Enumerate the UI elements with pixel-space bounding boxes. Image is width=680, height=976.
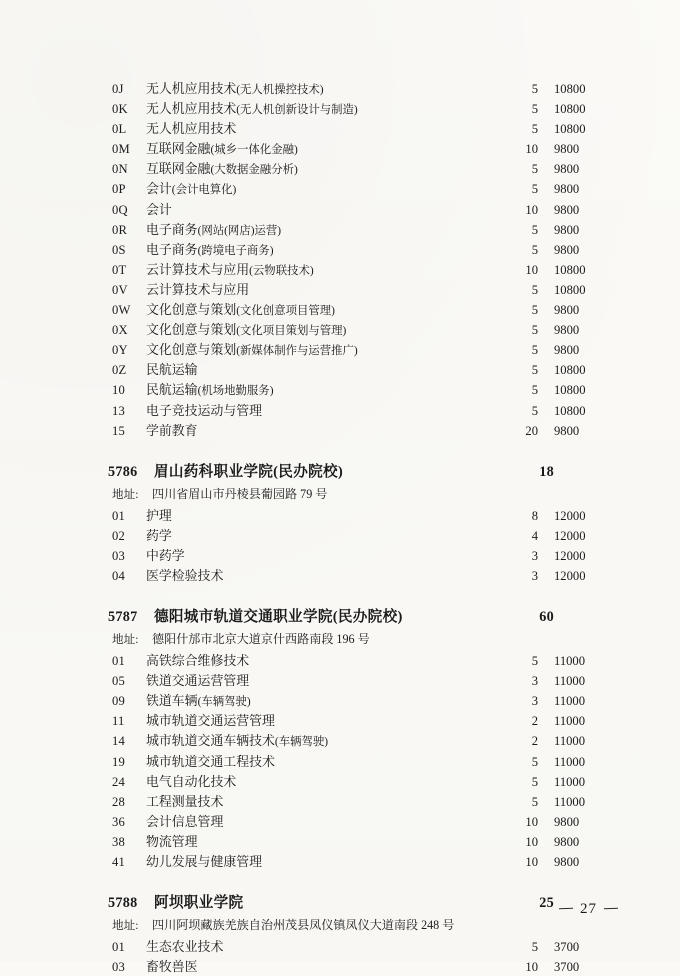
major-code: 0X — [112, 323, 128, 338]
major-code: 19 — [112, 754, 125, 769]
major-plan-count: 8 — [531, 508, 538, 523]
major-plan-count: 10 — [525, 960, 538, 975]
major-tuition-fee: 11000 — [554, 654, 586, 669]
major-name: 电子商务 — [146, 222, 198, 237]
school-block — [108, 891, 620, 976]
major-plan-count: 10 — [525, 202, 538, 217]
major-name: 生态农业技术 — [146, 940, 224, 955]
major-plan-count: 3 — [531, 568, 538, 583]
major-plan-count: 5 — [531, 383, 538, 398]
table-row — [108, 279, 620, 299]
table-row — [108, 400, 620, 420]
school-major-table — [108, 936, 620, 976]
major-code: 0Q — [112, 202, 128, 217]
table-row — [108, 751, 620, 771]
major-plan-count: 5 — [531, 774, 538, 789]
major-tuition-fee: 10800 — [554, 403, 586, 418]
major-name-cell — [146, 98, 492, 118]
major-code: 10 — [112, 383, 125, 398]
major-code: 01 — [112, 508, 125, 523]
table-row — [108, 98, 620, 118]
major-name-cell — [146, 670, 492, 690]
major-name-note: (文化项目策划与管理) — [236, 325, 347, 338]
major-name: 幼儿发展与健康管理 — [146, 855, 263, 869]
table-row — [108, 771, 620, 791]
major-tuition-fee: 11000 — [554, 674, 586, 689]
major-name-note: (无人机操控技术) — [236, 84, 324, 96]
table-row — [108, 78, 620, 98]
major-code: 05 — [112, 674, 125, 689]
school-list — [108, 460, 620, 976]
major-plan-count: 10 — [525, 142, 538, 157]
major-tuition-fee: 9800 — [554, 202, 580, 217]
table-row — [108, 851, 620, 871]
major-name-cell — [146, 525, 492, 545]
major-code: 0Z — [112, 363, 127, 378]
major-name: 学前教育 — [146, 423, 198, 438]
major-code: 11 — [112, 714, 125, 729]
major-code: 0K — [112, 102, 128, 117]
table-row — [108, 219, 620, 239]
table-row — [108, 811, 620, 831]
major-name: 护理 — [146, 508, 172, 523]
major-plan-count: 5 — [531, 162, 538, 177]
school-address: 四川阿坝藏族羌族自治州茂县凤仪镇凤仪大道南段 248 号 — [152, 918, 455, 933]
major-name-cell — [146, 936, 492, 956]
major-name: 铁道交通运营管理 — [146, 674, 250, 689]
major-name-cell — [146, 319, 492, 339]
table-row — [108, 831, 620, 851]
major-name-cell — [146, 730, 492, 750]
major-plan-count: 20 — [525, 423, 538, 438]
table-row — [108, 118, 620, 138]
major-tuition-fee: 10800 — [554, 282, 586, 297]
major-plan-count: 5 — [531, 940, 538, 955]
table-row — [108, 545, 620, 565]
major-name: 电子商务 — [146, 242, 198, 257]
major-name: 城市轨道交通工程技术 — [146, 754, 275, 769]
major-name: 民航运输 — [146, 383, 198, 398]
major-tuition-fee: 9800 — [554, 162, 580, 177]
major-name-cell — [146, 851, 492, 871]
major-code: 38 — [112, 834, 125, 849]
major-code: 0N — [112, 162, 128, 177]
major-name-cell — [146, 791, 492, 811]
table-row — [108, 178, 620, 198]
table-row — [108, 791, 620, 811]
address-label: 地址: — [112, 633, 139, 647]
major-name-cell — [146, 78, 492, 98]
major-code: 0S — [112, 242, 126, 257]
major-name-cell — [146, 118, 492, 138]
major-name-note: (文化创意项目管理) — [236, 305, 335, 318]
major-name-cell — [146, 751, 492, 771]
major-name: 云计算技术与应用 — [146, 282, 250, 297]
major-plan-count: 10 — [525, 855, 538, 869]
major-code: 0R — [112, 222, 128, 237]
major-name-note: (大数据金融分析) — [210, 164, 298, 177]
major-tuition-fee: 11000 — [554, 754, 586, 769]
major-tuition-fee: 12000 — [554, 508, 586, 523]
school-header — [108, 460, 620, 481]
major-tuition-fee: 9800 — [554, 242, 580, 257]
major-name-note: (机场地勤服务) — [197, 385, 274, 398]
table-row — [108, 670, 620, 690]
major-plan-count: 5 — [531, 222, 538, 237]
major-plan-count: 5 — [531, 794, 538, 809]
table-row — [108, 505, 620, 525]
major-name-cell — [146, 545, 492, 565]
table-row — [108, 690, 620, 710]
major-name-cell — [146, 650, 492, 670]
major-code: 13 — [112, 403, 125, 418]
table-row — [108, 936, 620, 956]
table-row — [108, 565, 620, 585]
school-name: 眉山药科职业学院(民办院校) — [154, 463, 344, 480]
major-name: 铁道车辆 — [146, 694, 198, 709]
major-tuition-fee: 9800 — [554, 303, 580, 318]
school-address-row — [108, 485, 620, 502]
major-name-cell — [146, 138, 492, 158]
table-row — [108, 259, 620, 279]
major-code: 09 — [112, 694, 125, 709]
major-name-cell — [146, 400, 492, 420]
table-row — [108, 359, 620, 379]
table-row — [108, 299, 620, 319]
major-name-cell — [146, 339, 492, 359]
continued-major-rows — [108, 78, 620, 440]
major-name-cell — [146, 219, 492, 239]
major-name-note: (城乡一体化金融) — [210, 144, 298, 157]
major-tuition-fee: 10800 — [554, 122, 586, 137]
table-row — [108, 525, 620, 545]
table-row — [108, 199, 620, 219]
major-tuition-fee: 12000 — [554, 548, 586, 563]
major-plan-count: 10 — [525, 834, 538, 849]
major-name-note: (网站(网店)运营) — [197, 224, 282, 237]
major-code: 04 — [112, 568, 125, 583]
major-tuition-fee: 9800 — [554, 814, 580, 829]
major-plan-count: 10 — [525, 262, 538, 277]
school-major-rows — [108, 936, 620, 976]
major-code: 03 — [112, 548, 125, 563]
table-row — [108, 650, 620, 670]
major-plan-count: 5 — [531, 182, 538, 197]
major-code: 14 — [112, 734, 125, 749]
major-name-cell — [146, 359, 492, 379]
major-code: 0P — [112, 182, 126, 197]
major-tuition-fee: 3700 — [554, 940, 580, 955]
major-code: 02 — [112, 528, 125, 543]
major-tuition-fee: 9800 — [554, 182, 580, 197]
major-code: 0W — [112, 303, 131, 318]
table-row — [108, 339, 620, 359]
major-plan-count: 5 — [531, 363, 538, 378]
major-code: 24 — [112, 774, 125, 789]
major-name: 无人机应用技术 — [146, 102, 237, 117]
major-code: 41 — [112, 855, 125, 869]
major-code: 01 — [112, 940, 125, 955]
major-plan-count: 5 — [531, 654, 538, 669]
table-row — [108, 710, 620, 730]
major-code: 0Y — [112, 343, 128, 358]
major-name: 城市轨道交通车辆技术 — [146, 734, 275, 749]
footer-dash-right — [604, 908, 618, 910]
table-row — [108, 138, 620, 158]
school-block — [108, 605, 620, 871]
continued-major-table — [108, 78, 620, 440]
major-name-cell — [146, 565, 492, 585]
major-name-cell — [146, 811, 492, 831]
major-name-cell — [146, 831, 492, 851]
page-number: 27 — [580, 901, 597, 917]
major-code: 0M — [112, 142, 130, 157]
school-name: 阿坝职业学院 — [154, 895, 244, 912]
major-name-cell — [146, 259, 492, 279]
major-name: 畜牧兽医 — [146, 960, 198, 975]
school-address-row — [108, 630, 620, 647]
school-code: 5787 — [108, 609, 138, 626]
major-name-cell — [146, 420, 492, 440]
major-code: 0L — [112, 122, 127, 137]
major-code: 03 — [112, 960, 125, 975]
school-major-rows — [108, 650, 620, 871]
major-code: 0T — [112, 262, 127, 277]
major-tuition-fee: 10800 — [554, 82, 586, 96]
major-name-note: (车辆驾驶) — [274, 736, 329, 749]
major-tuition-fee: 3700 — [554, 960, 580, 975]
major-code: 15 — [112, 423, 125, 438]
major-tuition-fee: 11000 — [554, 714, 586, 729]
major-plan-count: 3 — [531, 694, 538, 709]
major-tuition-fee: 11000 — [554, 794, 586, 809]
school-major-table — [108, 650, 620, 871]
school-total-plan: 18 — [539, 463, 554, 480]
major-tuition-fee: 9800 — [554, 142, 580, 157]
major-code: 28 — [112, 794, 125, 809]
major-name: 会计 — [146, 202, 172, 217]
major-tuition-fee: 9800 — [554, 855, 580, 869]
page-footer — [559, 901, 618, 918]
major-name: 药学 — [146, 528, 172, 543]
school-major-table — [108, 505, 620, 585]
major-code: 0J — [112, 82, 124, 96]
major-name: 会计信息管理 — [146, 814, 224, 829]
major-name: 文化创意与策划 — [146, 303, 237, 318]
major-tuition-fee: 10800 — [554, 363, 586, 378]
major-name: 工程测量技术 — [146, 794, 224, 809]
major-name: 高铁综合维修技术 — [146, 654, 250, 669]
major-tuition-fee: 9800 — [554, 343, 580, 358]
major-name: 文化创意与策划 — [146, 343, 237, 358]
major-tuition-fee: 9800 — [554, 834, 580, 849]
major-name-note: (云物联技术) — [249, 264, 314, 277]
major-name: 无人机应用技术 — [146, 82, 237, 96]
major-code: 36 — [112, 814, 125, 829]
table-row — [108, 956, 620, 976]
school-total-plan: 25 — [539, 895, 554, 912]
major-name-cell — [146, 379, 492, 399]
major-name-note: (跨境电子商务) — [197, 244, 274, 257]
major-plan-count: 3 — [531, 548, 538, 563]
major-plan-count: 5 — [531, 242, 538, 257]
major-name: 互联网金融 — [146, 142, 211, 157]
major-name: 中药学 — [146, 548, 185, 563]
table-row — [108, 239, 620, 259]
school-block — [108, 460, 620, 585]
major-name: 电子竞技运动与管理 — [146, 403, 263, 418]
major-plan-count: 5 — [531, 282, 538, 297]
major-name: 会计 — [146, 182, 172, 197]
major-tuition-fee: 10800 — [554, 383, 586, 398]
school-major-rows — [108, 505, 620, 585]
major-plan-count: 4 — [531, 528, 538, 543]
major-name: 物流管理 — [146, 834, 198, 849]
major-plan-count: 10 — [525, 814, 538, 829]
major-name-cell — [146, 505, 492, 525]
address-label: 地址: — [112, 919, 139, 933]
page-content — [108, 78, 620, 976]
major-code: 0V — [112, 282, 128, 297]
school-address-row — [108, 916, 620, 933]
major-name-cell — [146, 956, 492, 976]
major-tuition-fee: 11000 — [554, 734, 586, 749]
major-name-cell — [146, 199, 492, 219]
major-name-cell — [146, 299, 492, 319]
school-code: 5786 — [108, 463, 138, 480]
major-tuition-fee: 9800 — [554, 323, 580, 338]
major-name-note: (新媒体制作与运营推广) — [236, 345, 358, 358]
major-tuition-fee: 11000 — [554, 694, 586, 709]
major-tuition-fee: 11000 — [554, 774, 586, 789]
major-name: 互联网金融 — [146, 162, 211, 177]
major-name: 城市轨道交通运营管理 — [146, 714, 275, 729]
major-code: 01 — [112, 654, 125, 669]
major-plan-count: 5 — [531, 122, 538, 137]
school-address: 德阳什邡市北京大道京什西路南段 196 号 — [152, 632, 370, 647]
major-name-cell — [146, 710, 492, 730]
major-name: 文化创意与策划 — [146, 323, 237, 338]
table-row — [108, 319, 620, 339]
major-name-cell — [146, 158, 492, 178]
school-name: 德阳城市轨道交通职业学院(民办院校) — [154, 609, 403, 626]
major-name: 无人机应用技术 — [146, 122, 237, 137]
major-name-note: (无人机创新设计与制造) — [236, 104, 358, 117]
major-name-cell — [146, 239, 492, 259]
major-plan-count: 3 — [531, 674, 538, 689]
table-row — [108, 379, 620, 399]
school-total-plan: 60 — [539, 609, 554, 626]
major-name-cell — [146, 279, 492, 299]
major-tuition-fee: 10800 — [554, 262, 586, 277]
major-name: 医学检验技术 — [146, 568, 224, 583]
major-name: 云计算技术与应用 — [146, 262, 250, 277]
major-plan-count: 5 — [531, 754, 538, 769]
major-plan-count: 5 — [531, 303, 538, 318]
major-name-cell — [146, 690, 492, 710]
major-name: 民航运输 — [146, 363, 198, 378]
major-plan-count: 5 — [531, 102, 538, 117]
school-address: 四川省眉山市丹棱县葡园路 79 号 — [152, 486, 328, 501]
major-tuition-fee: 9800 — [554, 222, 580, 237]
major-plan-count: 5 — [531, 403, 538, 418]
major-plan-count: 5 — [531, 343, 538, 358]
school-header — [108, 891, 620, 912]
school-header — [108, 605, 620, 626]
major-name-cell — [146, 771, 492, 791]
major-plan-count: 5 — [531, 323, 538, 338]
major-name-cell — [146, 178, 492, 198]
table-row — [108, 420, 620, 440]
major-name: 电气自动化技术 — [146, 774, 237, 789]
major-tuition-fee: 12000 — [554, 528, 586, 543]
major-plan-count: 2 — [531, 734, 538, 749]
major-plan-count: 2 — [531, 714, 538, 729]
footer-dash-left — [559, 908, 573, 910]
major-tuition-fee: 10800 — [554, 102, 586, 117]
table-row — [108, 158, 620, 178]
major-name-note: (会计电算化) — [171, 184, 237, 197]
major-tuition-fee: 9800 — [554, 423, 580, 438]
address-label: 地址: — [112, 487, 139, 501]
major-name-note: (车辆驾驶) — [197, 696, 251, 709]
school-code: 5788 — [108, 895, 138, 912]
major-tuition-fee: 12000 — [554, 568, 586, 583]
table-row — [108, 730, 620, 750]
major-plan-count: 5 — [531, 82, 538, 96]
